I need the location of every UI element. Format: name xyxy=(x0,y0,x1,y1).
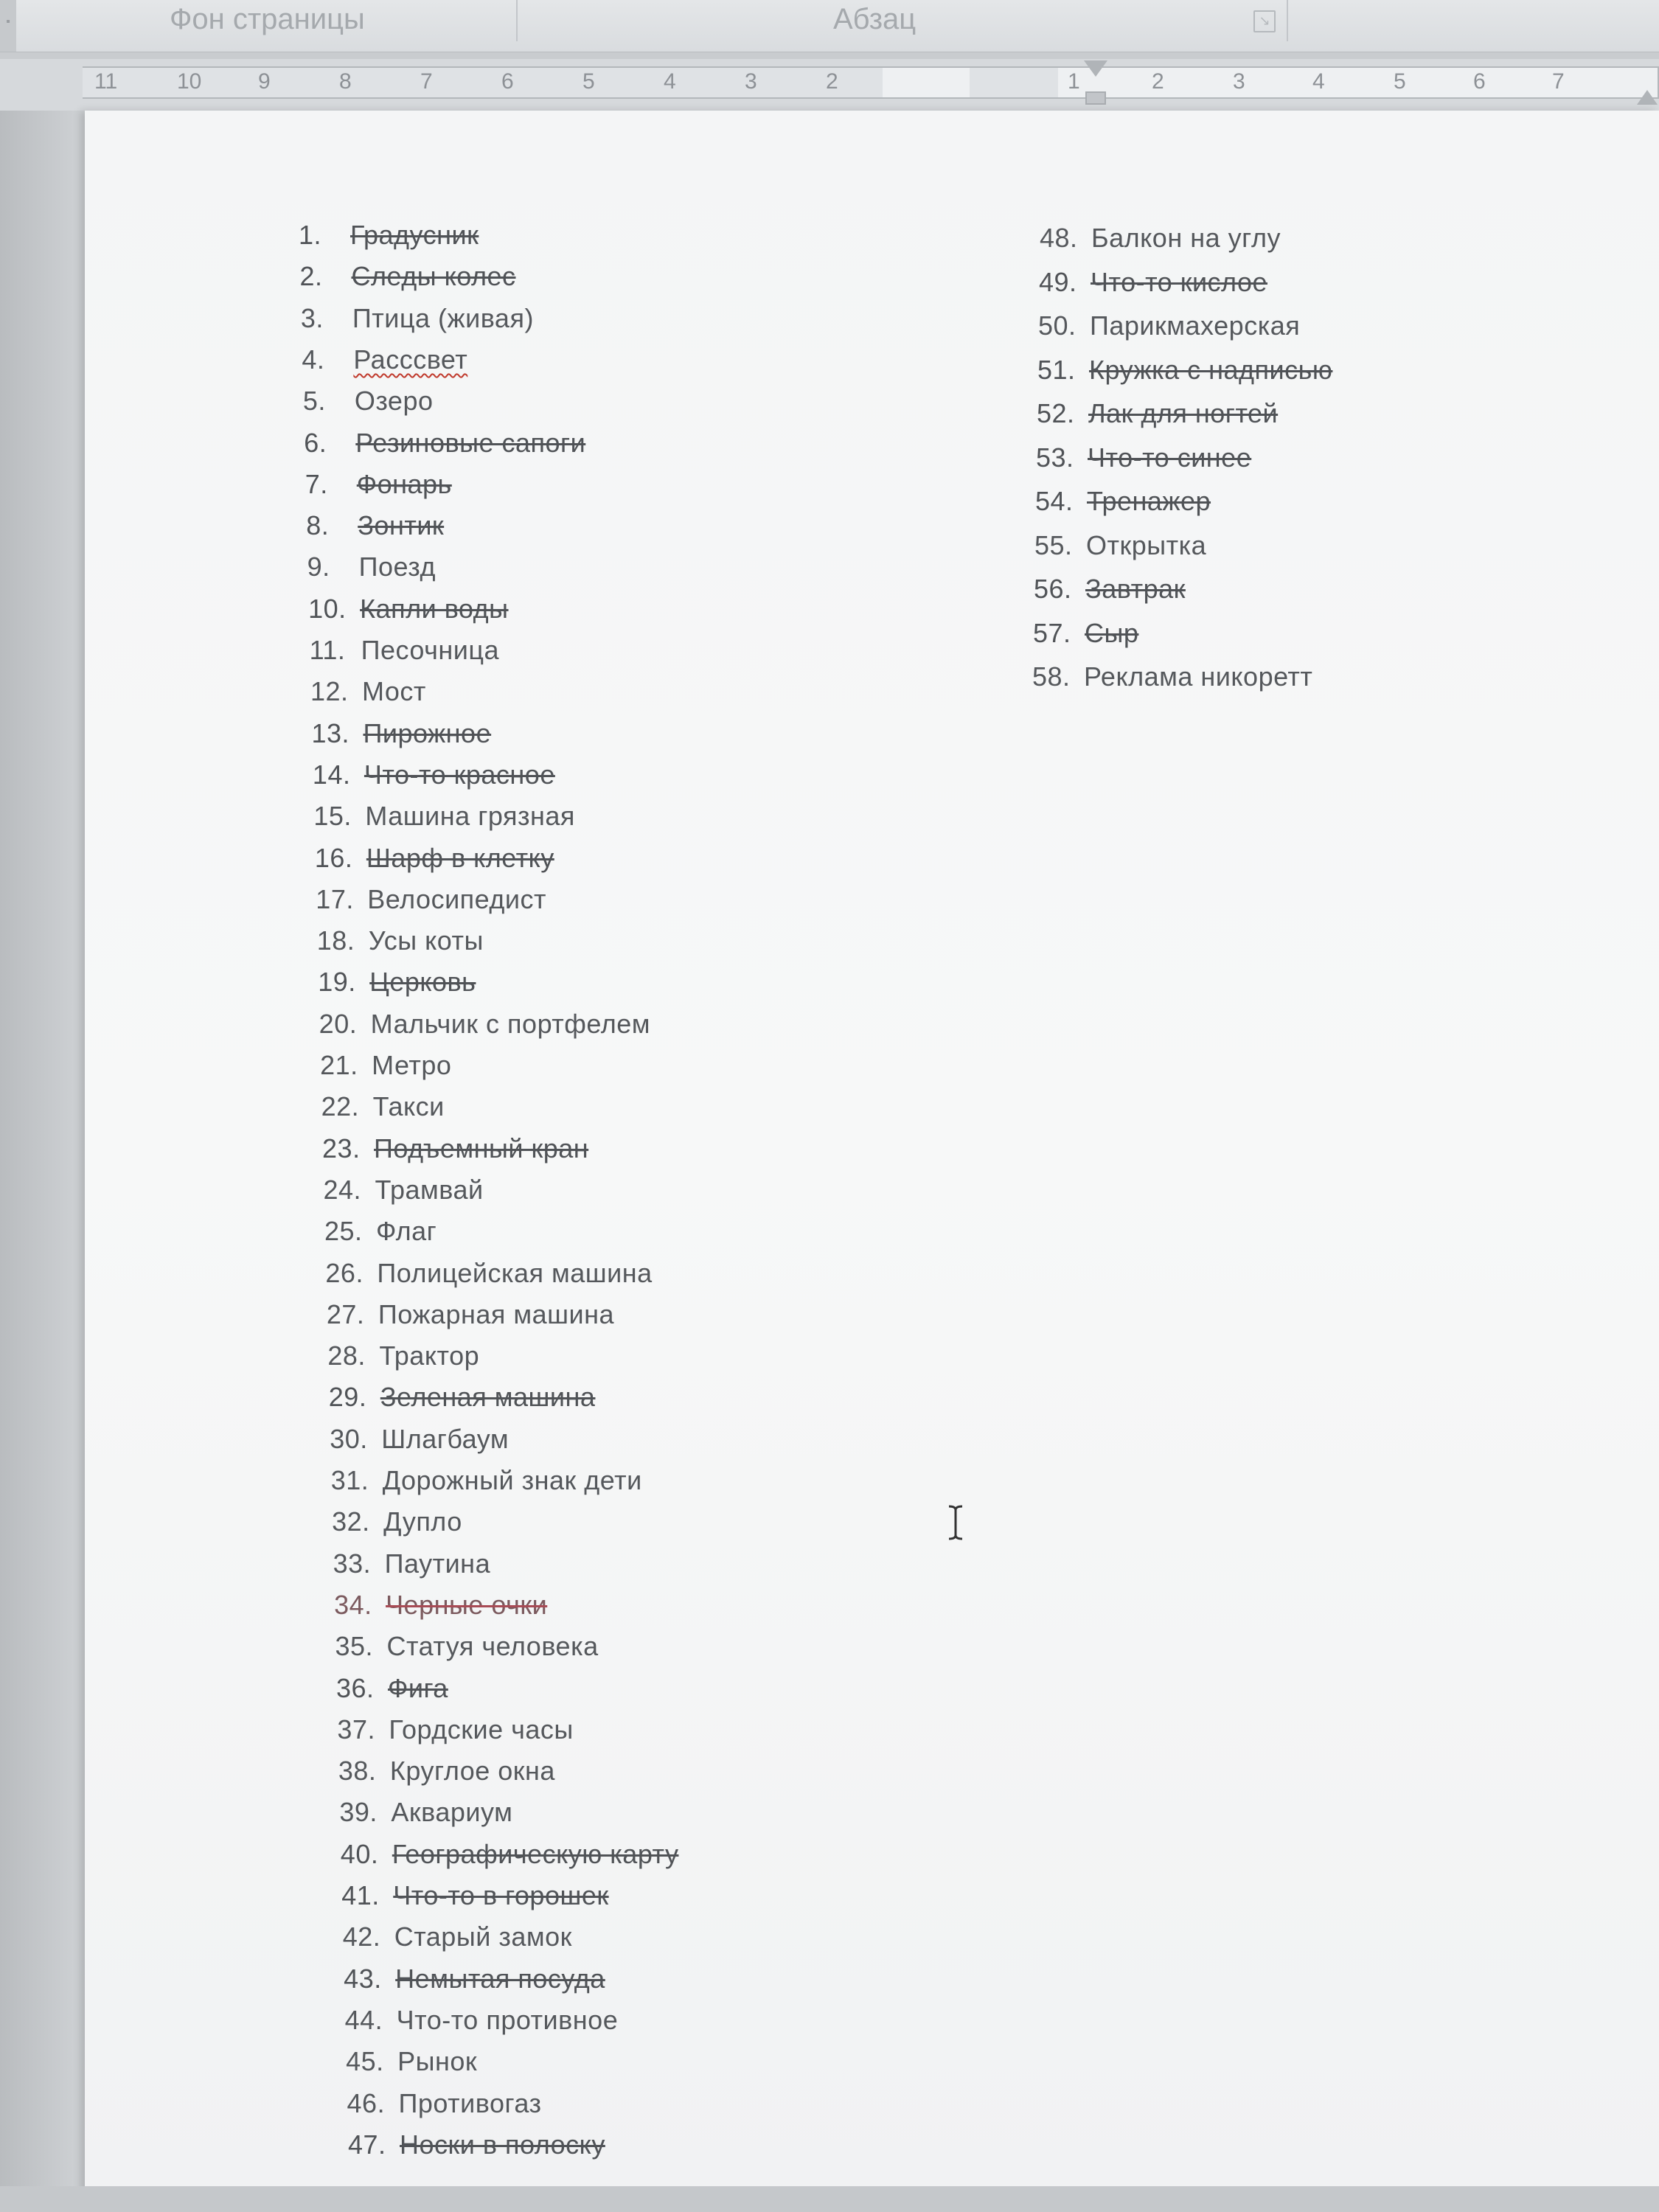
ruler-number: 1 xyxy=(1068,69,1080,94)
list-item-number: 22. xyxy=(321,1091,360,1122)
list-item-text: Сыр xyxy=(1085,617,1139,648)
list-item-text: Что-то красное xyxy=(364,759,555,790)
first-line-indent-marker[interactable] xyxy=(1084,60,1107,77)
list-item-number: 15. xyxy=(313,801,352,832)
list-item[interactable] xyxy=(343,1921,572,1952)
list-item-number: 23. xyxy=(322,1133,361,1164)
list-item-number: 18. xyxy=(316,925,355,956)
list-item-text: Аквариум xyxy=(391,1797,513,1828)
list-item-text: Паутина xyxy=(384,1548,491,1579)
list-item-text: Что-то синее xyxy=(1088,442,1252,473)
list-item[interactable] xyxy=(344,1964,605,1994)
list-item-number: 52. xyxy=(1037,398,1075,428)
ruler-number: 2 xyxy=(826,69,838,94)
horizontal-ruler[interactable] xyxy=(0,59,1659,111)
list-item-text: Балкон на углу xyxy=(1091,223,1281,253)
list-item-number: 40. xyxy=(340,1838,379,1869)
list-item-text: Круглое окна xyxy=(389,1756,555,1787)
list-item-text: Завтрак xyxy=(1085,574,1186,604)
list-item-number: 29. xyxy=(328,1382,367,1413)
list-item-text: Дорожный знак дети xyxy=(382,1465,642,1495)
list-item-number: 20. xyxy=(319,1008,358,1039)
list-item-text: Что-то в горошек xyxy=(393,1880,609,1910)
list-item[interactable] xyxy=(345,2005,619,2036)
list-item-text: Открытка xyxy=(1086,529,1207,560)
list-item[interactable] xyxy=(315,843,554,874)
list-item[interactable] xyxy=(347,2088,542,2119)
list-item-number: 25. xyxy=(324,1216,363,1247)
ruler-number: 7 xyxy=(1552,69,1565,94)
list-item-number: 26. xyxy=(325,1257,364,1288)
page-gutter xyxy=(0,111,85,2212)
list-item-text: Зонтик xyxy=(358,510,445,541)
list-item-text: Гордские часы xyxy=(389,1714,574,1745)
list-item[interactable] xyxy=(1033,618,1138,649)
list-item[interactable] xyxy=(1039,267,1267,298)
list-item-number: 27. xyxy=(326,1298,365,1329)
ruler-number: 11 xyxy=(94,69,118,94)
list-item-text: Мальчик с портфелем xyxy=(370,1008,651,1039)
list-item-number: 24. xyxy=(323,1174,362,1205)
ruler-number: 5 xyxy=(1394,69,1406,94)
list-item[interactable] xyxy=(341,1839,679,1870)
list-item[interactable] xyxy=(339,1797,512,1828)
ribbon-group-page-background[interactable]: Фон страницы xyxy=(170,3,365,35)
list-item-text: Что-то противное xyxy=(396,2004,619,2035)
list-item-text: Лак для ногтей xyxy=(1088,398,1279,428)
list-item-text: Фонарь xyxy=(356,468,452,499)
ruler-margin-shade xyxy=(970,68,1058,97)
list-item-number: 1. xyxy=(299,220,322,250)
list-item-text: Тренажер xyxy=(1087,486,1211,516)
list-item-number: 46. xyxy=(347,2087,386,2118)
list-item-text: Машина грязная xyxy=(365,801,575,832)
list-item-number: 50. xyxy=(1038,310,1077,341)
list-item-number: 28. xyxy=(327,1340,366,1371)
list-item-number: 7. xyxy=(305,468,328,499)
list-item[interactable] xyxy=(321,1091,445,1122)
list-item[interactable] xyxy=(303,386,434,417)
list-item-number: 5. xyxy=(302,386,326,417)
ruler-number: 6 xyxy=(501,69,514,94)
bottom-strip xyxy=(0,2186,1659,2212)
list-item-text: Песочница xyxy=(361,635,499,665)
list-item-text: Резиновые сапоги xyxy=(355,427,586,458)
list-item[interactable] xyxy=(317,925,484,956)
list-item-number: 41. xyxy=(341,1880,380,1910)
list-item-text: Географическую карту xyxy=(392,1838,679,1869)
list-item-number: 51. xyxy=(1037,354,1076,385)
list-item-text: Кружка с надписью xyxy=(1089,354,1333,385)
list-item-text: Реклама никоретт xyxy=(1084,661,1313,692)
left-indent-marker[interactable] xyxy=(1085,91,1106,105)
list-item[interactable] xyxy=(324,1216,437,1247)
list-item-text: Старый замок xyxy=(394,1921,572,1952)
list-item[interactable] xyxy=(1036,442,1251,473)
list-item-text: Рынок xyxy=(397,2046,478,2077)
ruler-number: 2 xyxy=(1152,69,1164,94)
ruler-margin-left xyxy=(83,68,883,97)
list-item-number: 47. xyxy=(348,2129,386,2160)
list-item-text: Градусник xyxy=(350,220,479,250)
list-item[interactable] xyxy=(302,344,467,375)
list-item[interactable] xyxy=(1037,398,1278,429)
list-item[interactable] xyxy=(322,1133,588,1164)
list-item[interactable] xyxy=(329,1382,596,1413)
list-item[interactable] xyxy=(333,1548,491,1579)
list-item-text: Такси xyxy=(372,1091,445,1122)
list-item[interactable] xyxy=(1037,355,1332,386)
list-item-number: 43. xyxy=(344,1963,382,1994)
list-item[interactable] xyxy=(338,1756,555,1787)
list-item-number: 55. xyxy=(1034,529,1073,560)
list-item-text: Озеро xyxy=(354,386,434,417)
list-item-text: Пирожное xyxy=(363,717,492,748)
ruler-number: 7 xyxy=(420,69,433,94)
list-item-number: 3. xyxy=(300,302,324,333)
list-item[interactable] xyxy=(327,1340,479,1371)
ribbon-separator xyxy=(516,0,518,41)
list-item-number: 2. xyxy=(299,261,323,292)
list-item[interactable] xyxy=(1035,486,1211,517)
list-item-text: Немытая посуда xyxy=(395,1963,605,1994)
list-item-number: 6. xyxy=(304,427,327,458)
list-item-text: Фига xyxy=(387,1672,448,1703)
list-item-number: 16. xyxy=(314,842,353,873)
list-item-number: 37. xyxy=(337,1714,375,1745)
list-item-text: Дупло xyxy=(383,1506,462,1537)
list-item-number: 45. xyxy=(346,2046,384,2077)
list-item[interactable] xyxy=(334,1590,547,1621)
list-item[interactable] xyxy=(310,676,426,707)
list-item[interactable] xyxy=(332,1506,462,1537)
list-item-text: Усы коты xyxy=(368,925,484,956)
ruler-number: 10 xyxy=(177,69,202,94)
list-item-number: 35. xyxy=(335,1631,374,1662)
list-item-text: Противогаз xyxy=(398,2087,542,2118)
list-item[interactable] xyxy=(335,1631,599,1662)
list-item-text: Носки в полоску xyxy=(400,2129,605,2160)
list-item[interactable] xyxy=(327,1299,614,1330)
ribbon-separator xyxy=(1287,0,1288,41)
list-item-number: 8. xyxy=(306,510,330,541)
list-item[interactable] xyxy=(348,2129,605,2160)
text-cursor-icon xyxy=(946,1504,965,1541)
ruler-number: 4 xyxy=(1312,69,1325,94)
list-item[interactable] xyxy=(330,1424,509,1455)
list-item[interactable] xyxy=(324,1175,484,1206)
list-item-number: 13. xyxy=(311,717,350,748)
list-item[interactable] xyxy=(337,1714,573,1745)
ruler-number: 8 xyxy=(339,69,352,94)
list-item-number: 21. xyxy=(320,1050,358,1080)
list-item-number: 11. xyxy=(309,635,346,665)
list-item-number: 10. xyxy=(308,593,347,624)
list-item-number: 36. xyxy=(335,1672,375,1703)
list-item-number: 12. xyxy=(310,676,349,707)
ruler-number: 6 xyxy=(1473,69,1486,94)
list-item-number: 14. xyxy=(312,759,351,790)
list-item-number: 39. xyxy=(339,1797,378,1828)
ribbon xyxy=(0,0,1659,52)
list-item-text: Что-то кислое xyxy=(1091,266,1268,297)
list-item[interactable] xyxy=(306,510,444,541)
list-item-number: 57. xyxy=(1033,617,1071,648)
list-item[interactable] xyxy=(313,801,574,832)
list-item-text: Черные очки xyxy=(386,1589,548,1620)
list-item-text: Трактор xyxy=(379,1340,480,1371)
list-item-text: Следы колес xyxy=(351,261,516,292)
list-item-text: Трамвай xyxy=(375,1174,484,1205)
list-item-text: Парикмахерская xyxy=(1090,310,1301,341)
list-item-number: 56. xyxy=(1034,574,1072,604)
list-item[interactable] xyxy=(336,1673,448,1704)
list-item-number: 30. xyxy=(330,1423,368,1454)
list-item-text: Птица (живая) xyxy=(352,302,534,333)
list-item-number: 58. xyxy=(1032,661,1071,692)
list-item[interactable] xyxy=(346,2046,477,2077)
list-item-number: 19. xyxy=(318,967,356,998)
list-item-number: 54. xyxy=(1035,486,1074,516)
list-item-number: 42. xyxy=(342,1921,381,1952)
dialog-launcher-icon[interactable]: ↘ xyxy=(1253,10,1276,32)
list-item-text: Полицейская машина xyxy=(377,1257,653,1288)
list-item-text: Мост xyxy=(362,676,426,707)
ruler-number: 9 xyxy=(258,69,271,94)
list-item-number: 53. xyxy=(1036,442,1074,473)
list-item-number: 49. xyxy=(1039,266,1077,297)
list-item-text: Церковь xyxy=(369,967,476,998)
list-item-number: 32. xyxy=(332,1506,370,1537)
list-item[interactable] xyxy=(299,261,515,292)
list-item-text: Шлагбаум xyxy=(381,1423,509,1454)
list-item[interactable] xyxy=(319,1009,650,1040)
list-item[interactable] xyxy=(313,759,555,790)
list-item[interactable] xyxy=(1034,574,1186,605)
list-item-number: 31. xyxy=(330,1465,369,1495)
list-item-number: 9. xyxy=(307,552,330,582)
document-page[interactable] xyxy=(85,111,1659,2197)
ruler-number: 5 xyxy=(582,69,595,94)
list-item-text: Поезд xyxy=(358,552,436,582)
ruler-number: 3 xyxy=(1233,69,1245,94)
list-item[interactable] xyxy=(307,552,436,582)
list-item-text: Велосипедист xyxy=(367,883,547,914)
list-item-number: 17. xyxy=(316,883,354,914)
list-item[interactable] xyxy=(341,1880,608,1911)
list-item-text: Пожарная машина xyxy=(378,1298,615,1329)
list-item-text: Расссвет xyxy=(353,344,468,375)
list-item[interactable] xyxy=(311,718,491,749)
ruler-number: 4 xyxy=(664,69,676,94)
list-item[interactable] xyxy=(1038,310,1300,341)
list-item-text: Метро xyxy=(372,1050,452,1080)
list-item-number: 34. xyxy=(334,1589,372,1620)
list-item-number: 44. xyxy=(344,2004,383,2035)
list-item[interactable] xyxy=(301,303,534,334)
list-item[interactable] xyxy=(1032,661,1312,692)
list-item[interactable] xyxy=(308,594,508,625)
ruler-number: 3 xyxy=(745,69,757,94)
list-item-number: 4. xyxy=(302,344,325,375)
list-item-text: Шарф в клетку xyxy=(366,842,554,873)
list-item[interactable] xyxy=(331,1465,642,1496)
list-item[interactable] xyxy=(310,635,499,666)
list-item[interactable] xyxy=(316,884,546,915)
list-item[interactable] xyxy=(305,469,452,500)
right-indent-marker[interactable] xyxy=(1637,90,1658,105)
list-item[interactable] xyxy=(318,967,476,998)
list-item-text: Капли воды xyxy=(360,593,509,624)
list-item-number: 38. xyxy=(338,1756,377,1787)
list-item[interactable] xyxy=(325,1258,652,1289)
list-item-text: Зеленая машина xyxy=(380,1382,596,1413)
ribbon-group-paragraph[interactable]: Абзац xyxy=(833,3,917,35)
list-item-text: Подъемный кран xyxy=(374,1133,589,1164)
list-item-text: Флаг xyxy=(375,1216,437,1247)
list-item[interactable] xyxy=(1040,223,1281,254)
list-item-number: 33. xyxy=(333,1548,372,1579)
list-item[interactable] xyxy=(299,220,479,251)
list-item[interactable] xyxy=(320,1050,451,1081)
list-item[interactable] xyxy=(1034,530,1206,561)
list-item-number: 48. xyxy=(1040,223,1078,253)
list-item-text: Статуя человека xyxy=(386,1631,599,1662)
list-item[interactable] xyxy=(304,428,585,459)
ribbon-corner: ▪ xyxy=(0,0,16,52)
